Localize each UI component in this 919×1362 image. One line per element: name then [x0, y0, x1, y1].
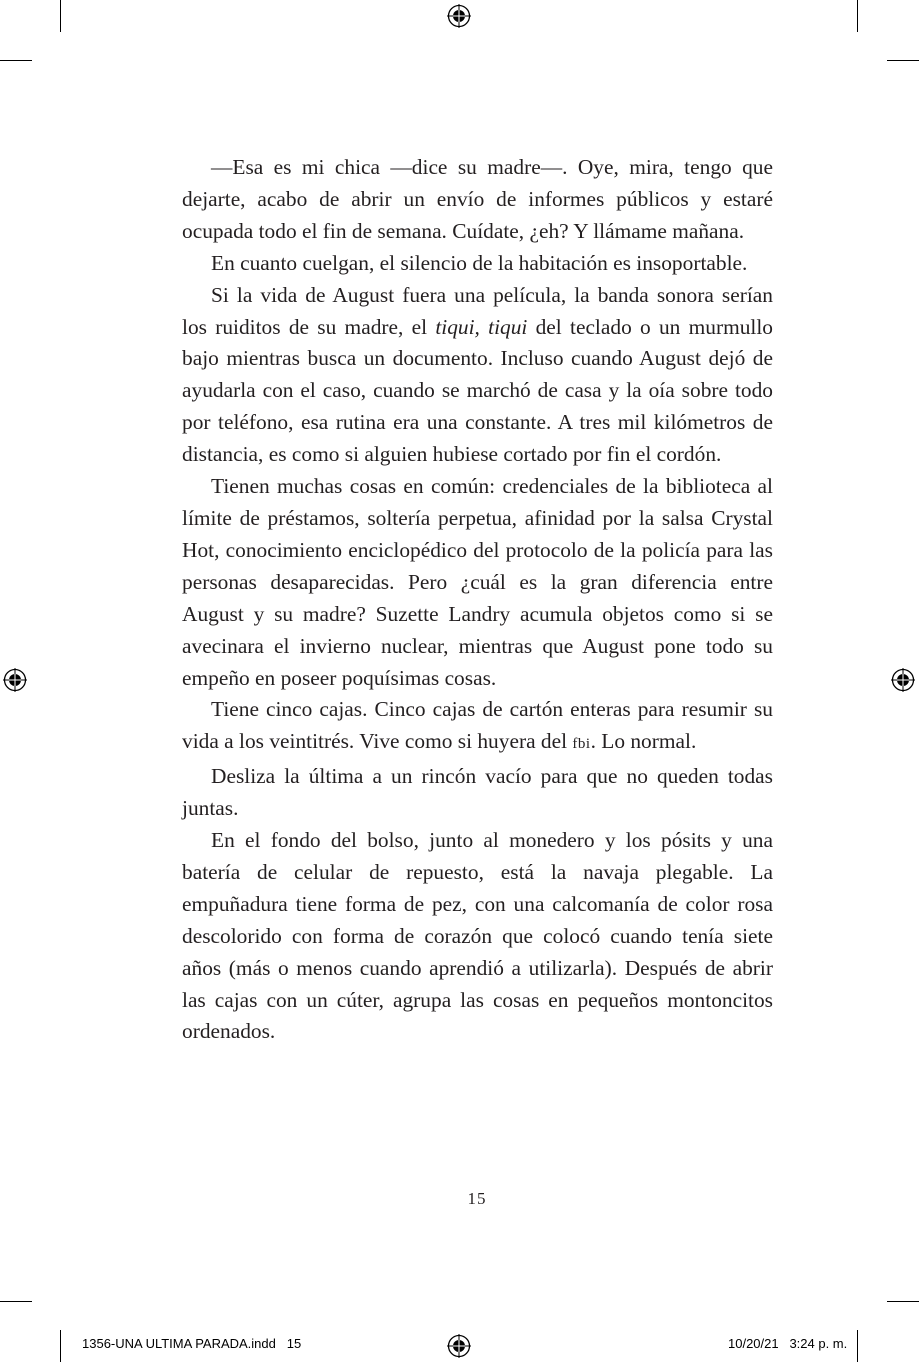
paragraph-text: Tienen muchas cosas en común: credenciales de la biblioteca al límite de préstamos, soltería perpetua, afinidad por la salsa Crystal Hot, conocimiento enciclopédico del protocolo de la policía para las personas desaparecidas. Pero ¿cuál es la gran diferencia entre August y su madre? Suzette Landry acumula objetos como si se avecinara el invierno nuclear, mientras que August pone todo su empeño en poseer poquísimas cosas.	[182, 474, 773, 690]
paragraph	[182, 280, 773, 471]
italic-phrase: tiqui, tiqui	[435, 314, 528, 339]
slug-filename: 1356-UNA ULTIMA PARADA.indd 15	[82, 1336, 302, 1351]
paragraph	[182, 248, 773, 280]
paragraph-text: Desliza la última a un rincón vacío para que no queden todas juntas.	[182, 764, 773, 821]
page-number: 15	[467, 1189, 487, 1208]
paragraph-text: Tiene cinco cajas. Cinco cajas de cartón enteras para resumir su vida a los veintitrés. Vive como si huyera del	[182, 697, 773, 754]
paragraph-text: En el fondo del bolso, junto al monedero y los pósits y una batería de celular de repuesto, está la navaja plegable. La empuñadura tiene forma de pez, con una calcomanía de color rosa descolorido con forma de corazón que colocó cuando tenía siete años (más o menos cuando aprendió a utilizarla). Después de abrir las cajas con un cúter, agrupa las cosas en pequeños montoncitos ordenados.	[182, 828, 773, 1044]
crop-mark-top-left	[60, 0, 61, 32]
paragraph-text: . Lo normal.	[590, 729, 697, 754]
crop-mark-top-right	[857, 0, 858, 32]
crop-mark-right-bottom	[887, 1301, 919, 1302]
body-text	[182, 152, 773, 1048]
paragraph-text: —Esa es mi chica —dice su madre—. Oye, mira, tengo que dejarte, acabo de abrir un envío de informes públicos y estaré ocupada todo el fin de semana. Cuídate, ¿eh? Y llámame mañana.	[182, 155, 773, 243]
paragraph-text: del teclado o un murmullo bajo mientras busca un documento. Incluso cuando August dejó de ayudarla con el caso, cuando se marchó de casa y la oía sobre todo por teléfono, esa rutina era una constante. A tres mil kilómetros de distancia, es como si alguien hubiese cortado por fin el cordón.	[182, 314, 773, 467]
crop-mark-left-bottom	[0, 1301, 32, 1302]
crop-mark-right-top	[887, 60, 919, 61]
crop-mark-bottom-right	[857, 1330, 858, 1362]
crop-mark-left-top	[0, 60, 32, 61]
crop-mark-bottom-left	[60, 1330, 61, 1362]
registration-target-icon	[447, 1334, 471, 1358]
paragraph	[182, 825, 773, 1048]
registration-target-icon	[3, 668, 27, 692]
paragraph	[182, 152, 773, 248]
registration-target-icon	[447, 4, 471, 28]
paragraph	[182, 471, 773, 694]
paragraph-text: Si la vida de August fuera una película, la banda sonora serían los ruiditos de su madre, el	[182, 282, 773, 339]
small-caps-acronym: fbi	[572, 736, 591, 753]
registration-target-icon	[891, 668, 915, 692]
paragraph-text: En cuanto cuelgan, el silencio de la habitación es insoportable.	[211, 250, 748, 275]
slug-timestamp: 10/20/21 3:24 p. m.	[728, 1336, 848, 1351]
paragraph	[182, 694, 773, 761]
paragraph	[182, 761, 773, 825]
